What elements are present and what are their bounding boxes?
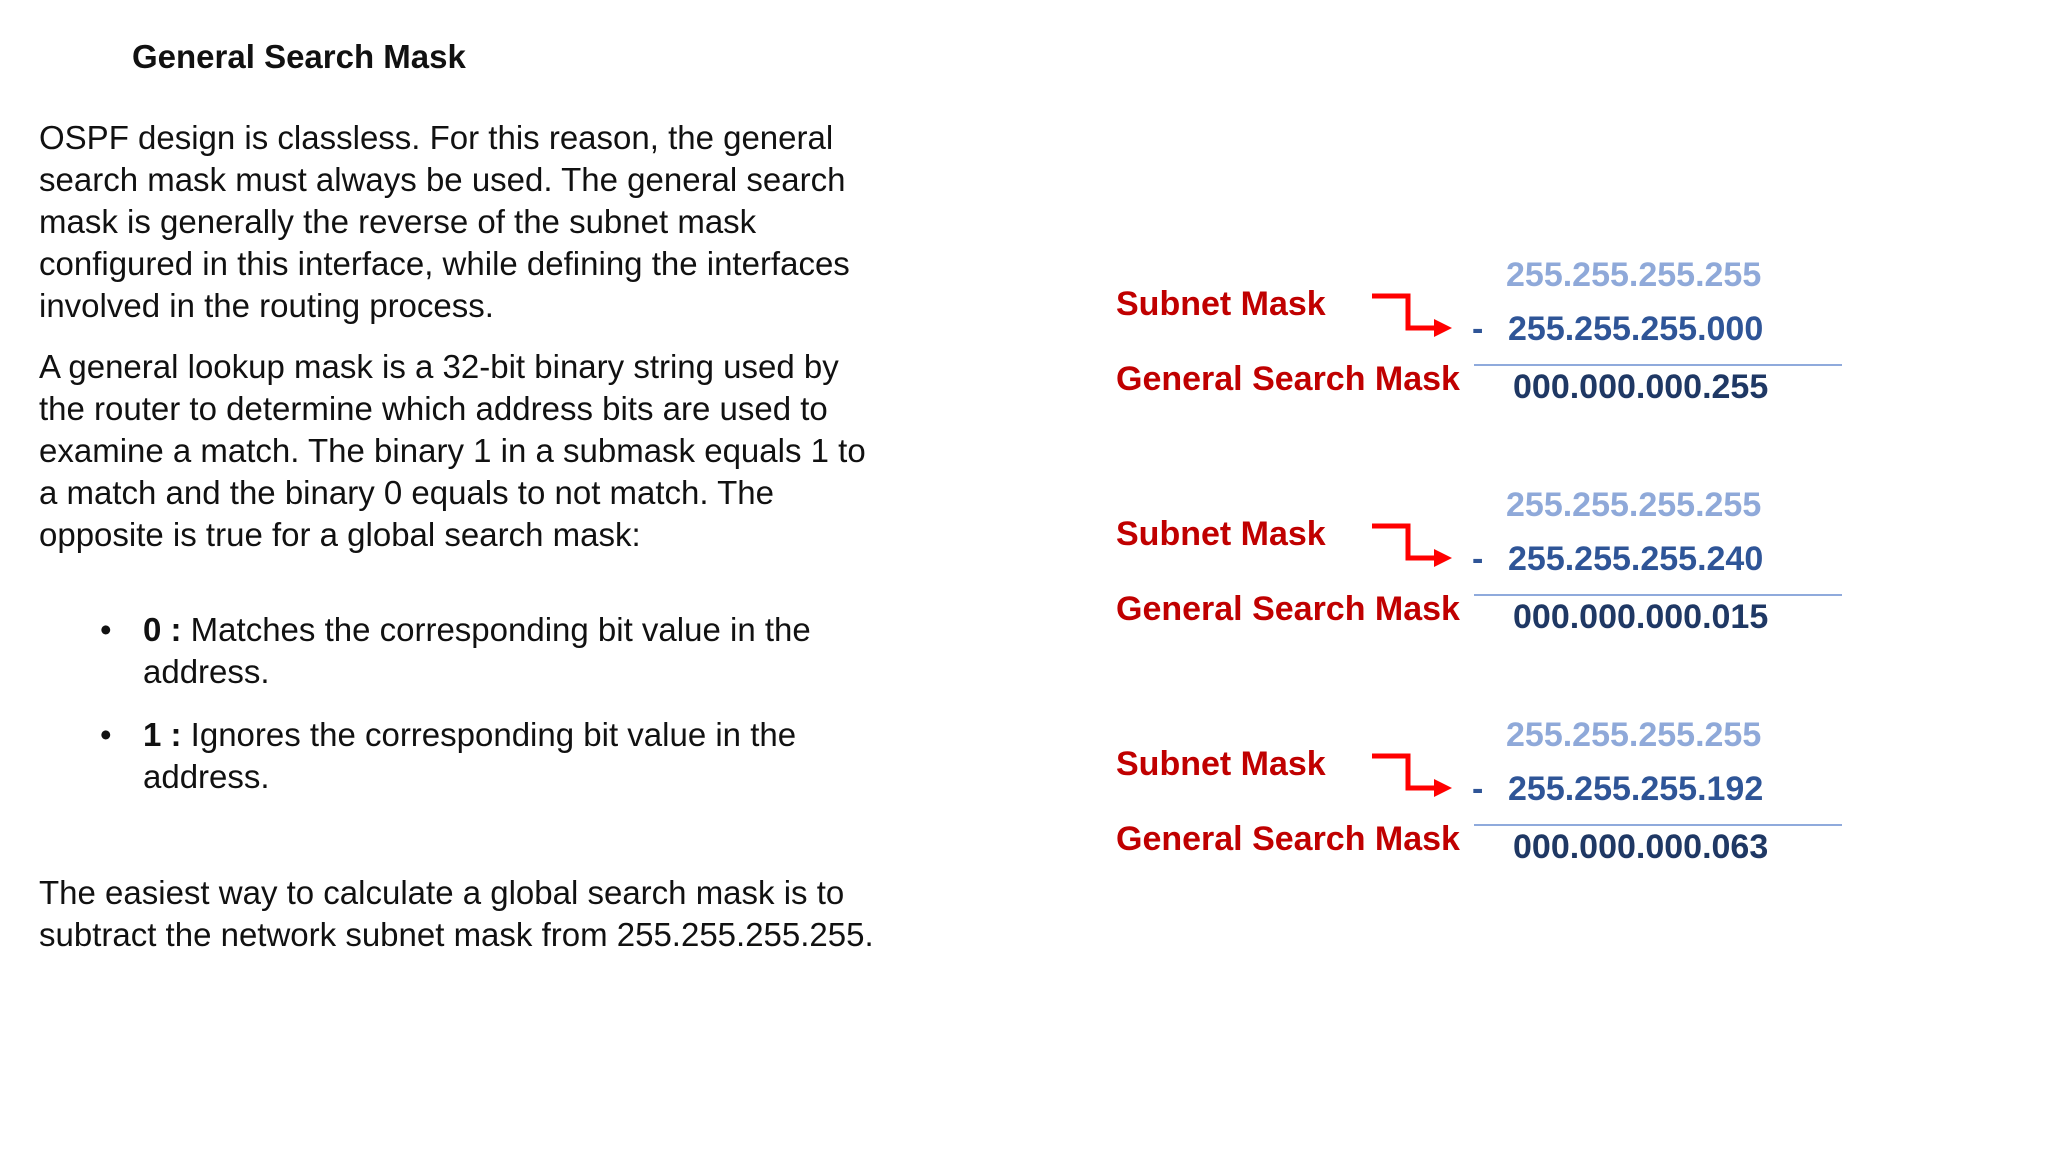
minus-operator: - — [1472, 540, 1484, 578]
full-mask-value: 255.255.255.255 — [1506, 716, 1762, 754]
full-mask-value: 255.255.255.255 — [1506, 486, 1762, 524]
subnet-mask-label: Subnet Mask — [1116, 285, 1326, 323]
minus-operator: - — [1472, 310, 1484, 348]
bullet-key: 1 : — [143, 716, 182, 753]
right-angle-arrow-icon — [1370, 290, 1454, 340]
subtraction-line — [1474, 824, 1842, 826]
bullet-dot: • — [100, 611, 112, 648]
subnet-mask-value: 255.255.255.240 — [1508, 540, 1764, 578]
lookup-mask-paragraph: A general lookup mask is a 32-bit binary string used by the router to determine which address bits are used to examine a match. The binary 1 in a submask equals 1 to a match and the binary 0 equals to not match. The opposite is true for a global search mask: — [39, 348, 866, 553]
minus-operator: - — [1472, 770, 1484, 808]
full-mask-value: 255.255.255.255 — [1506, 256, 1762, 294]
subtraction-line — [1474, 364, 1842, 366]
subnet-mask-value: 255.255.255.000 — [1508, 310, 1764, 348]
right-angle-arrow-icon — [1370, 520, 1454, 570]
calculation-tip-paragraph: The easiest way to calculate a global search mask is to subtract the network subnet mask from 255.255.255.255. — [39, 874, 874, 953]
general-search-mask-value: 000.000.000.255 — [1513, 368, 1769, 406]
general-search-mask-value: 000.000.000.015 — [1513, 598, 1769, 636]
slide-title: General Search Mask — [132, 38, 466, 75]
right-angle-arrow-icon — [1370, 750, 1454, 800]
mask-calculation — [1100, 716, 1860, 928]
bullet-description: Ignores the corresponding bit value in the address. — [143, 716, 797, 795]
subtraction-line — [1474, 594, 1842, 596]
mask-calculation — [1100, 256, 1860, 468]
general-search-mask-label: General Search Mask — [1116, 590, 1460, 628]
bullet-text — [143, 714, 883, 798]
bullet-key: 0 : — [143, 611, 182, 648]
general-search-mask-label: General Search Mask — [1116, 820, 1460, 858]
subnet-mask-value: 255.255.255.192 — [1508, 770, 1764, 808]
bullet-description: Matches the corresponding bit value in the address. — [143, 611, 811, 690]
general-search-mask-value: 000.000.000.063 — [1513, 828, 1769, 866]
mask-calculation — [1100, 486, 1860, 698]
subnet-mask-label: Subnet Mask — [1116, 515, 1326, 553]
general-search-mask-label: General Search Mask — [1116, 360, 1460, 398]
bullet-text — [143, 609, 883, 693]
bullet-dot: • — [100, 716, 112, 753]
subnet-mask-label: Subnet Mask — [1116, 745, 1326, 783]
intro-paragraph: OSPF design is classless. For this reason, the general search mask must always be used. The general search mask is generally the reverse of the subnet mask configured in this interface, while defining the interfaces involved in the routing process. — [39, 119, 850, 324]
